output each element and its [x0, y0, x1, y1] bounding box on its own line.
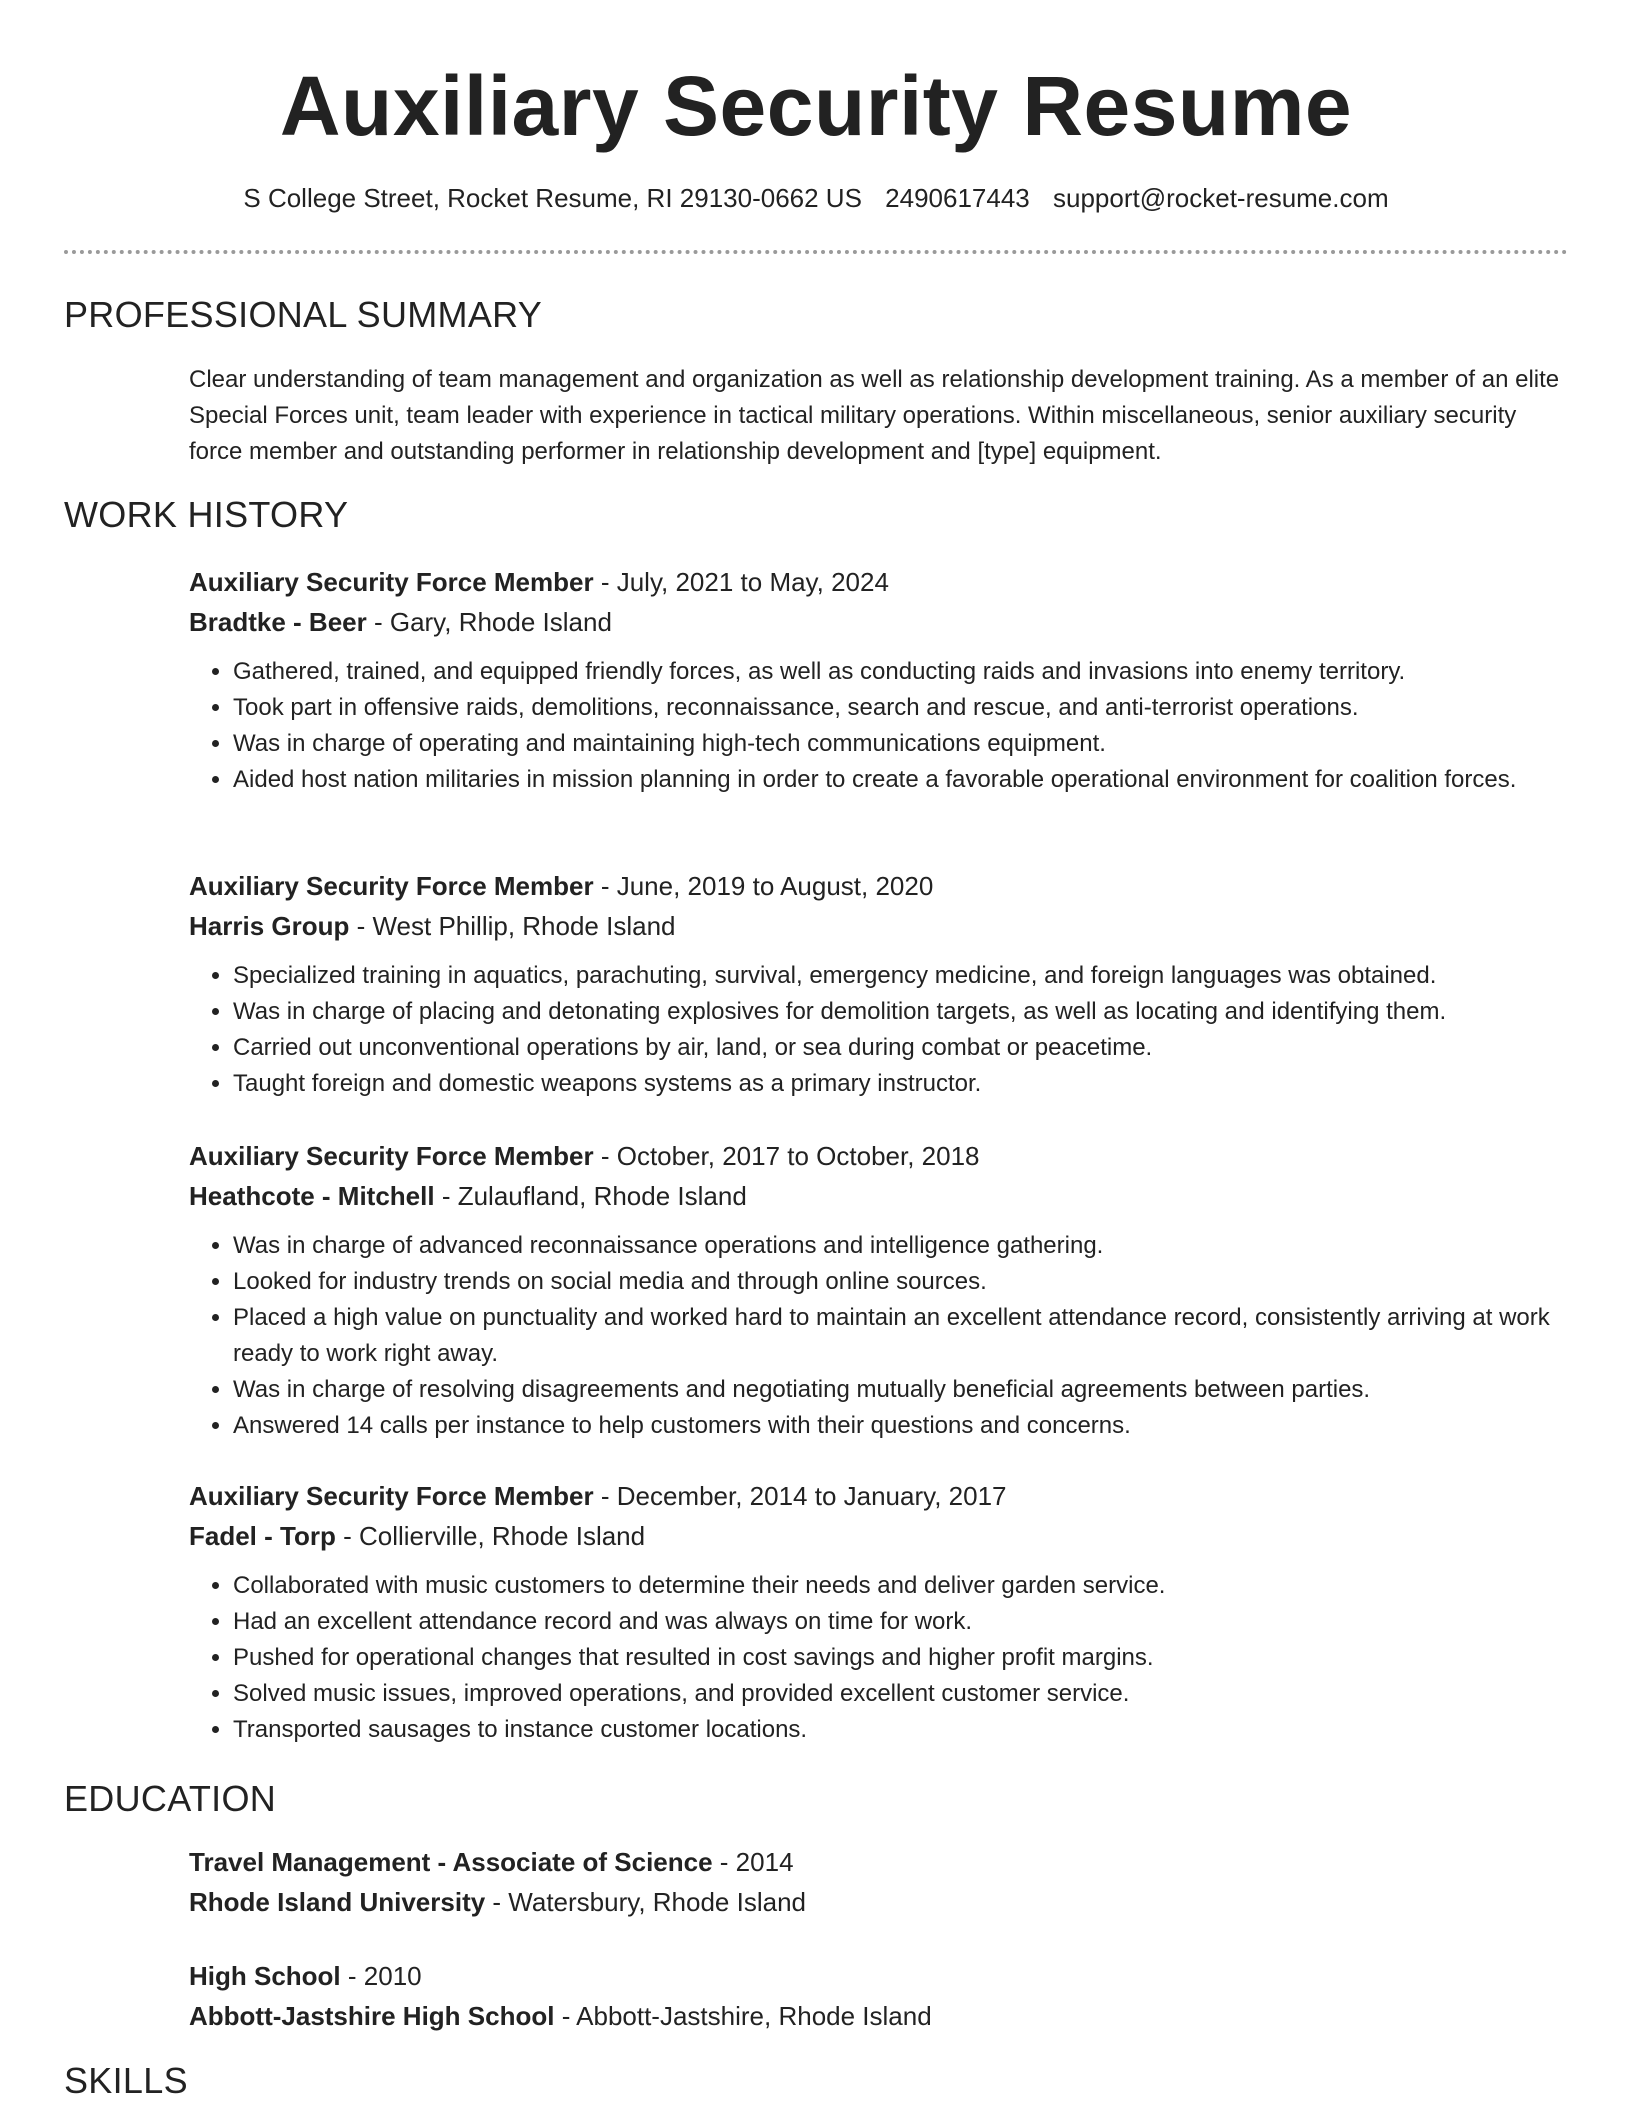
- education-entry: [189, 1842, 1569, 1922]
- bullet-item: • Was in charge of placing and detonating explosives for demolition targets, as well as locating and identifying them.: [233, 994, 1569, 1030]
- education-entry: [189, 1956, 1569, 2036]
- school: Abbott-Jastshire High School: [189, 2001, 555, 2031]
- graduation-year: - 2014: [712, 1847, 794, 1877]
- job-title-line: [189, 1136, 1569, 1176]
- contact-line: [0, 180, 1632, 216]
- degree-line: [189, 1956, 1569, 1996]
- contact-email: support@rocket-resume.com: [1053, 183, 1389, 213]
- job-location: - Zulaufland, Rhode Island: [434, 1181, 747, 1211]
- degree-line: [189, 1842, 1569, 1882]
- job-dates: - October, 2017 to October, 2018: [593, 1141, 980, 1171]
- summary-heading: PROFESSIONAL SUMMARY: [64, 294, 543, 335]
- job-bullets: [189, 654, 1569, 798]
- graduation-year: - 2010: [340, 1961, 422, 1991]
- job-title: Auxiliary Security Force Member: [189, 1141, 594, 1171]
- bullet-item: • Took part in offensive raids, demolitions, reconnaissance, search and rescue, and anti-terrorist operations.: [233, 690, 1569, 726]
- bullet-item: • Carried out unconventional operations by air, land, or sea during combat or peacetime.: [233, 1030, 1569, 1066]
- school: Rhode Island University: [189, 1887, 486, 1917]
- job-dates: - July, 2021 to May, 2024: [593, 567, 889, 597]
- bullet-item: • Placed a high value on punctuality and worked hard to maintain an excellent attendance record, consistently arriving at work ready to work right away.: [233, 1300, 1569, 1372]
- school-line: [189, 1882, 1569, 1922]
- bullet-item: • Solved music issues, improved operations, and provided excellent customer service.: [233, 1676, 1569, 1712]
- school-location: - Watersbury, Rhode Island: [485, 1887, 806, 1917]
- school-location: - Abbott-Jastshire, Rhode Island: [554, 2001, 932, 2031]
- contact-phone: 2490617443: [885, 183, 1030, 213]
- bullet-item: • Collaborated with music customers to determine their needs and deliver garden service.: [233, 1568, 1569, 1604]
- bullet-item: • Was in charge of operating and maintaining high-tech communications equipment.: [233, 726, 1569, 762]
- bullet-item: • Taught foreign and domestic weapons systems as a primary instructor.: [233, 1066, 1569, 1102]
- work-history-heading: WORK HISTORY: [64, 494, 349, 535]
- job-company: Bradtke - Beer: [189, 607, 367, 637]
- job-title-line: [189, 866, 1569, 906]
- summary-text: Clear understanding of team management and organization as well as relationship development training. As a member of an elite Special Forces unit, team leader with experience in tactical military operations. Within miscellaneous, senior auxiliary security force member and outstanding performer in relationship development and [type] equipment.: [189, 366, 1560, 465]
- job-entry: [189, 562, 1569, 798]
- bullet-item: • Pushed for operational changes that resulted in cost savings and higher profit margins.: [233, 1640, 1569, 1676]
- bullet-item: • Was in charge of resolving disagreements and negotiating mutually beneficial agreements between parties.: [233, 1372, 1569, 1408]
- contact-address: S College Street, Rocket Resume, RI 29130-0662 US: [243, 183, 862, 213]
- school-line: [189, 1996, 1569, 2036]
- job-company: Harris Group: [189, 911, 350, 941]
- bullet-item: • Looked for industry trends on social media and through online sources.: [233, 1264, 1569, 1300]
- degree: Travel Management - Associate of Science: [189, 1847, 713, 1877]
- job-title: Auxiliary Security Force Member: [189, 567, 594, 597]
- job-dates: - December, 2014 to January, 2017: [593, 1481, 1007, 1511]
- summary-block: [189, 362, 1569, 470]
- job-title-line: [189, 1476, 1569, 1516]
- resume-title: Auxiliary Security Resume: [279, 59, 1353, 153]
- bullet-item: • Aided host nation militaries in mission planning in order to create a favorable operational environment for coalition forces.: [233, 762, 1569, 798]
- bullet-item: • Transported sausages to instance customer locations.: [233, 1712, 1569, 1748]
- job-bullets: [189, 958, 1569, 1102]
- degree: High School: [189, 1961, 341, 1991]
- job-company-line: [189, 602, 1569, 642]
- job-company-line: [189, 1516, 1569, 1556]
- bullet-item: • Gathered, trained, and equipped friendly forces, as well as conducting raids and invasions into enemy territory.: [233, 654, 1569, 690]
- job-company: Fadel - Torp: [189, 1521, 336, 1551]
- job-entry: [189, 1136, 1569, 1444]
- job-company: Heathcote - Mitchell: [189, 1181, 435, 1211]
- job-dates: - June, 2019 to August, 2020: [593, 871, 934, 901]
- bullet-item: • Answered 14 calls per instance to help customers with their questions and concerns.: [233, 1408, 1569, 1444]
- job-company-line: [189, 906, 1569, 946]
- job-entry: [189, 1476, 1569, 1748]
- job-location: - West Phillip, Rhode Island: [349, 911, 676, 941]
- job-company-line: [189, 1176, 1569, 1216]
- job-title-line: [189, 562, 1569, 602]
- job-bullets: [189, 1568, 1569, 1748]
- job-bullets: [189, 1228, 1569, 1444]
- bullet-item: • Specialized training in aquatics, parachuting, survival, emergency medicine, and foreign languages was obtained.: [233, 958, 1569, 994]
- header-divider: [64, 250, 1568, 254]
- job-location: - Gary, Rhode Island: [366, 607, 612, 637]
- job-title: Auxiliary Security Force Member: [189, 1481, 594, 1511]
- job-entry: [189, 866, 1569, 1102]
- bullet-item: • Was in charge of advanced reconnaissance operations and intelligence gathering.: [233, 1228, 1569, 1264]
- job-title: Auxiliary Security Force Member: [189, 871, 594, 901]
- education-heading: EDUCATION: [64, 1778, 277, 1819]
- job-location: - Collierville, Rhode Island: [335, 1521, 646, 1551]
- bullet-item: • Had an excellent attendance record and was always on time for work.: [233, 1604, 1569, 1640]
- skills-heading: SKILLS: [64, 2060, 188, 2101]
